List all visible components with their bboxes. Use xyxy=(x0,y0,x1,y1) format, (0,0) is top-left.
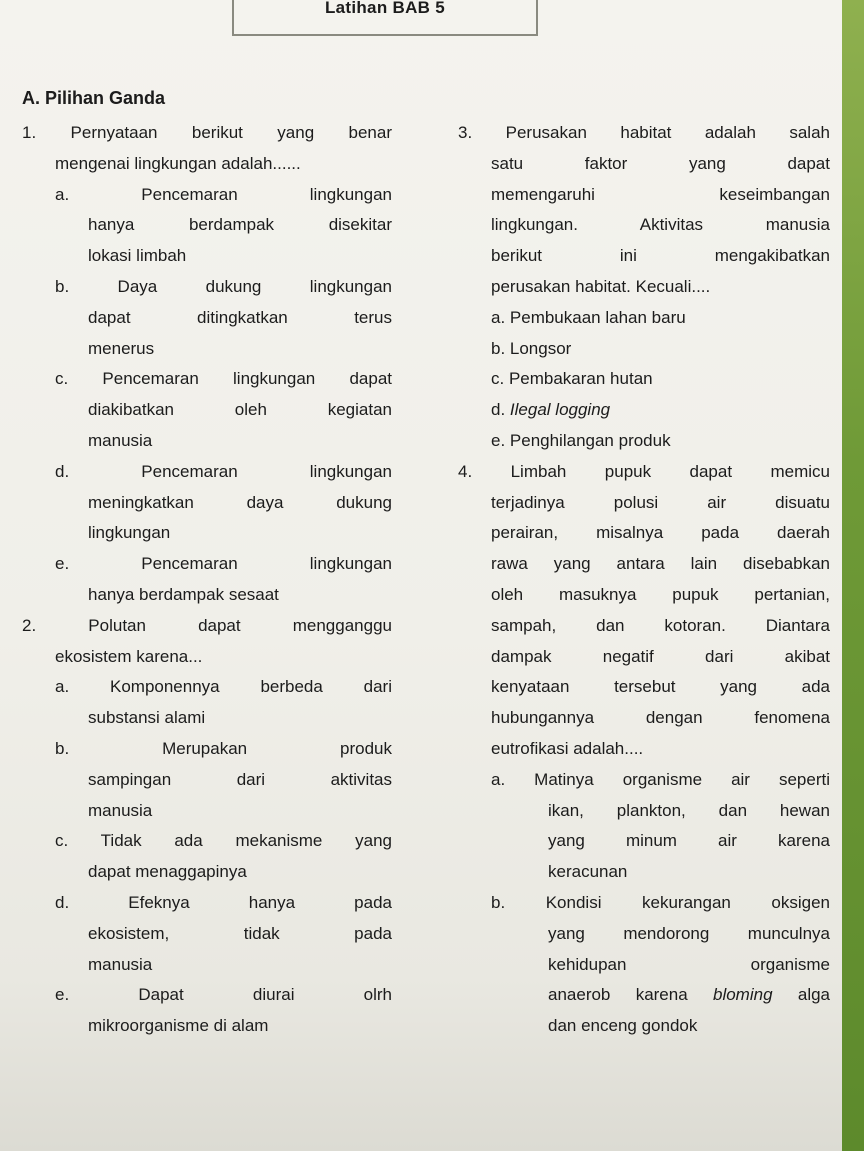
option-text: substansi alami xyxy=(88,708,206,728)
left-column xyxy=(22,118,392,1042)
question-text: satu faktor yang dapat xyxy=(491,153,830,173)
option-text: manusia xyxy=(88,430,153,450)
option-c: c. Pencemaran lingkungan dapat xyxy=(55,369,392,389)
option-text: ekosistem, tidak pada xyxy=(88,923,392,943)
question-text: dampak negatif dari akibat xyxy=(491,646,830,666)
option-a: a. Matinya organisme air seperti xyxy=(491,769,830,789)
option-b: b. Merupakan produk xyxy=(55,738,392,758)
question-text: hubungannya dengan fenomena xyxy=(491,708,830,728)
question-2 xyxy=(22,611,392,1042)
question-text: kenyataan tersebut yang ada xyxy=(491,677,830,697)
section-heading: A. Pilihan Ganda xyxy=(22,88,166,108)
option-e: e. Penghilangan produk xyxy=(491,430,671,450)
option-text: meningkatkan daya dukung xyxy=(88,492,392,512)
option-text: kehidupan organisme xyxy=(548,954,830,974)
right-column xyxy=(458,118,830,1042)
question-text: memengaruhi keseimbangan xyxy=(491,184,830,204)
option-text: yang minum air karena xyxy=(548,831,830,851)
question-text: sampah, dan kotoran. Diantara xyxy=(491,615,830,635)
option-text: manusia xyxy=(88,800,153,820)
option-letter: d. xyxy=(491,400,506,420)
option-text-part: anaerob karena xyxy=(548,985,688,1005)
option-d: d. Efeknya hanya pada xyxy=(55,892,392,912)
question-text: oleh masuknya pupuk pertanian, xyxy=(491,584,830,604)
option-text: Ilegal logging xyxy=(509,400,611,420)
option-text: menerus xyxy=(88,338,155,358)
background-edge xyxy=(842,0,864,1151)
option-e: e. Dapat diurai olrh xyxy=(55,985,392,1005)
page-title: Latihan BAB 5 xyxy=(324,0,446,17)
option-text xyxy=(458,980,830,1011)
option-text: sampingan dari aktivitas xyxy=(88,769,392,789)
option-text: dapat ditingkatkan terus xyxy=(88,307,392,327)
option-text: diakibatkan oleh kegiatan xyxy=(88,400,392,420)
option-text: hanya berdampak disekitar xyxy=(88,215,392,235)
option-a: a. Pembukaan lahan baru xyxy=(491,307,686,327)
option-text: yang mendorong munculnya xyxy=(548,923,830,943)
option-text-italic: bloming xyxy=(713,985,773,1005)
question-text: mengenai lingkungan adalah...... xyxy=(55,153,301,173)
question-3 xyxy=(458,118,830,457)
question-text: berikut ini mengakibatkan xyxy=(491,246,830,266)
option-e: e. Pencemaran lingkungan xyxy=(55,554,392,574)
question-text: 1. Pernyataan berikut yang benar xyxy=(22,123,392,142)
option-text: ikan, plankton, dan hewan xyxy=(548,800,830,820)
option-text: hanya berdampak sesaat xyxy=(88,584,279,604)
option-text: dapat menaggapinya xyxy=(88,862,247,882)
question-text: 4. Limbah pupuk dapat memicu xyxy=(458,461,830,481)
option-c: c. Pembakaran hutan xyxy=(491,369,653,389)
option-b: b. Daya dukung lingkungan xyxy=(55,276,392,296)
option-b: b. Kondisi kekurangan oksigen xyxy=(491,892,830,912)
option-text: keracunan xyxy=(548,862,628,882)
question-text: perusakan habitat. Kecuali.... xyxy=(491,276,711,296)
question-text: perairan, misalnya pada daerah xyxy=(491,523,830,543)
question-text: terjadinya polusi air disuatu xyxy=(491,492,830,512)
option-a: a. Pencemaran lingkungan xyxy=(55,184,392,204)
question-1 xyxy=(22,118,392,611)
option-text: lingkungan xyxy=(88,523,171,543)
option-text: manusia xyxy=(88,954,153,974)
option-a: a. Komponennya berbeda dari xyxy=(55,677,392,697)
option-d: d. Pencemaran lingkungan xyxy=(55,461,392,481)
question-text: lingkungan. Aktivitas manusia xyxy=(491,215,830,235)
option-text: mikroorganisme di alam xyxy=(88,1016,269,1036)
question-text: ekosistem karena... xyxy=(55,646,203,666)
question-text: rawa yang antara lain disebabkan xyxy=(491,554,830,574)
option-b: b. Longsor xyxy=(491,338,572,358)
option-c: c. Tidak ada mekanisme yang xyxy=(55,831,392,851)
question-text: 2. Polutan dapat mengganggu xyxy=(22,615,392,635)
question-text: eutrofikasi adalah.... xyxy=(491,738,644,758)
option-d xyxy=(458,395,830,426)
option-text: dan enceng gondok xyxy=(548,1016,698,1036)
option-text-part: alga xyxy=(797,985,830,1005)
question-4 xyxy=(458,457,830,1042)
option-text: lokasi limbah xyxy=(88,246,187,266)
title-box xyxy=(232,0,538,36)
question-text: 3. Perusakan habitat adalah salah xyxy=(458,123,830,142)
